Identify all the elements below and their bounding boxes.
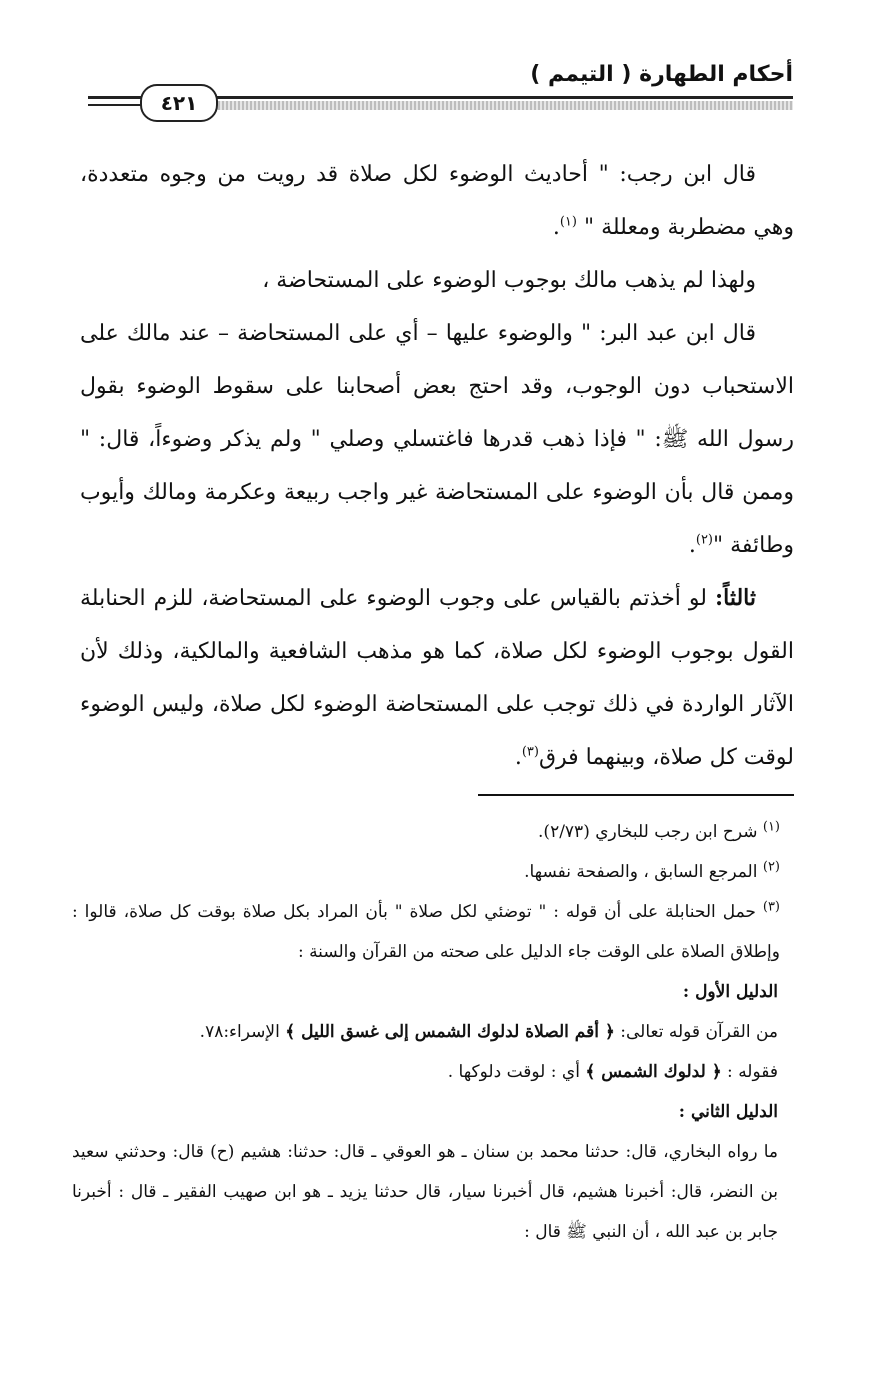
first-proof-citation: الإسراء:٧٨. bbox=[199, 1022, 286, 1042]
paragraph-3-end: . bbox=[688, 533, 696, 558]
paragraph-3-text: قال ابن عبد البر: " والوضوء عليها – أي على المستحاضة – عند مالك على الاستحباب دون الوجوب، وقد احتج بعض أصحابنا على سقوط الوضوء بقول رسول الله ﷺ: " فإذا ذهب قدرها فاغتسلي وصلي " ولم يذكر وضوءاً، قال: " وممن قال بأن الوضوء على المستحاضة غير واجب ربيعة وعكرمة ومالك وأيوب وطائفة " bbox=[80, 321, 794, 558]
running-title: أحكام الطهارة ( التيمم ) bbox=[530, 62, 793, 87]
footnote-2 bbox=[72, 852, 792, 892]
footnote-ref-1: (١) bbox=[559, 214, 577, 230]
paragraph-1-end: . bbox=[552, 215, 560, 240]
footnote-2-mark: (٢) bbox=[762, 859, 780, 875]
paragraph-4-text: لو أخذتم بالقياس على وجوب الوضوء على المستحاضة، للزم الحنابلة القول بوجوب الوضوء لكل صلاة، كما هو مذهب الشافعية والمالكية، وذلك لأن الآثار الواردة في ذلك توجب على المستحاضة الوضوء لكل صلاة، وليس الوضوء لوقت كل صلاة، وبينهما فرق bbox=[80, 586, 794, 770]
narration-text: ما رواه البخاري، قال: حدثنا محمد بن سنان ـ هو العوقي ـ قال: حدثنا: هشيم (ح) قال: وحدثني سعيد بن النضر، قال: أخبرنا هشيم، قال أخبرنا سيار، قال حدثنا يزيد ـ هو ابن صهيب الفقير ـ قال : أخبرنا جابر بن عبد الله ، أن النبي ﷺ قال : bbox=[72, 1142, 778, 1242]
paragraph-4-end: . bbox=[514, 745, 522, 770]
footnote-1-text: شرح ابن رجب للبخاري (٢/٧٣). bbox=[538, 822, 763, 842]
second-proof-title: الدليل الثاني : bbox=[678, 1102, 778, 1122]
explanation-verse: ﴿ لدلوك الشمس ﴾ bbox=[585, 1062, 722, 1082]
first-proof-intro: من القرآن قوله تعالى: bbox=[614, 1022, 778, 1042]
first-proof-verse: ﴿ أقم الصلاة لدلوك الشمس إلى غسق الليل ﴾ bbox=[285, 1022, 615, 1042]
footnote-3 bbox=[72, 892, 792, 972]
page-number: ٤٢١ bbox=[140, 84, 218, 122]
first-proof-title: الدليل الأول : bbox=[682, 982, 778, 1002]
paragraph-4 bbox=[80, 572, 794, 784]
paragraph-2: ولهذا لم يذهب مالك بوجوب الوضوء على المستحاضة ، bbox=[262, 268, 756, 293]
footnote-3-mark: (٣) bbox=[762, 899, 780, 915]
explanation-text: أي : لوقت دلوكها . bbox=[447, 1062, 586, 1082]
footnote-2-text: المرجع السابق ، والصفحة نفسها. bbox=[524, 862, 763, 882]
header-shaded-band bbox=[210, 101, 793, 110]
header-rule-left bbox=[88, 104, 143, 106]
paragraph-1 bbox=[80, 148, 794, 254]
footnotes bbox=[72, 812, 792, 1252]
paragraph-3 bbox=[80, 307, 794, 572]
footnote-ref-2: (٢) bbox=[695, 532, 713, 548]
footnote-separator bbox=[478, 794, 794, 796]
main-text bbox=[80, 148, 794, 784]
footnote-1-mark: (١) bbox=[762, 819, 780, 835]
paragraph-1-text: قال ابن رجب: " أحاديث الوضوء لكل صلاة قد رويت من وجوه متعددة، وهي مضطربة ومعللة " bbox=[80, 162, 794, 240]
explanation-line bbox=[72, 1052, 792, 1092]
page-header bbox=[0, 0, 873, 130]
first-proof-line bbox=[72, 1012, 792, 1052]
explanation-intro: فقوله : bbox=[721, 1062, 778, 1082]
paragraph-4-lead: ثالثاً: bbox=[715, 585, 756, 611]
footnote-1 bbox=[72, 812, 792, 852]
footnote-3-text: حمل الحنابلة على أن قوله : " توضئي لكل صلاة " بأن المراد بكل صلاة بوقت كل صلاة، قالوا : وإطلاق الصلاة على الوقت جاء الدليل على صحته من القرآن والسنة : bbox=[72, 902, 780, 962]
footnote-ref-3: (٣) bbox=[521, 744, 539, 760]
